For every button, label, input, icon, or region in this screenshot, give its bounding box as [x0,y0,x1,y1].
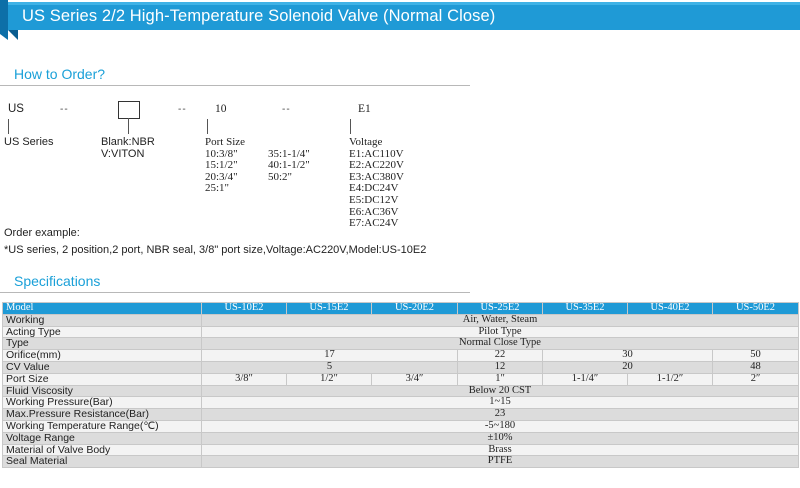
table-row [3,397,799,409]
parameter-cell: Fluid Viscosity [3,385,202,397]
value-cell: 1-1/4″ [543,373,628,385]
connector-line [207,119,208,134]
voltage-options [349,137,404,230]
value-cell: 3/4″ [372,373,458,385]
value-cell: 5 [202,361,458,373]
port-option: 25:1" [205,182,230,195]
series-label: US Series [4,136,54,148]
value-cell: 1″ [458,373,543,385]
value-cell: ±10% [202,432,799,444]
parameter-cell: Orifice(mm) [3,350,202,362]
value-cell: 48 [713,361,799,373]
parameter-cell: Seal Material [3,456,202,468]
column-header: US-25E2 [458,303,543,315]
code-separator: -- [178,104,187,115]
port-option: 35:1-1/4" [268,147,310,160]
table-body [3,314,799,467]
order-example-text: *US series, 2 position,2 port, NBR seal, 3/8" port size,Voltage:AC220V,Model:US-10E2 [4,244,427,256]
column-header: US-10E2 [202,303,287,315]
column-header: US-50E2 [713,303,799,315]
parameter-cell: Working Pressure(Bar) [3,397,202,409]
parameter-cell: Acting Type [3,326,202,338]
value-cell: 12 [458,361,543,373]
port-option: 40:1-1/2" [268,159,310,172]
table-row [3,326,799,338]
voltage-option: E6:AC36V [349,205,399,218]
table-row [3,338,799,350]
title-banner [0,0,800,34]
voltage-option: E7:AC24V [349,217,399,230]
port-option: 10:3/8" [205,147,238,160]
value-cell: Air, Water, Steam [202,314,799,326]
table-row [3,373,799,385]
port-size-title: Port Size [205,136,246,148]
specifications-heading: Specifications [14,273,101,289]
code-separator: -- [282,104,291,115]
value-cell: 22 [458,350,543,362]
seal-option: Blank:NBR [101,136,155,148]
table-row [3,409,799,421]
value-cell: -5~180 [202,420,799,432]
column-header: US-40E2 [628,303,713,315]
voltage-option: E1:AC110V [349,147,404,160]
value-cell: Pilot Type [202,326,799,338]
parameter-cell: CV Value [3,361,202,373]
value-cell: Brass [202,444,799,456]
specifications-table [2,302,799,468]
parameter-cell: Working Temperature Range(℃) [3,420,202,432]
column-header: US-15E2 [287,303,372,315]
parameter-cell: Working [3,314,202,326]
value-cell: 1~15 [202,397,799,409]
voltage-option: E3:AC380V [349,170,404,183]
value-cell: 17 [202,350,458,362]
value-cell: Below 20 CST [202,385,799,397]
page-title: US Series 2/2 High-Temperature Solenoid Valve (Normal Close) [22,7,496,25]
voltage-title: Voltage [349,136,383,148]
connector-line [128,118,129,134]
table-row [3,420,799,432]
value-cell: 2″ [713,373,799,385]
port-option: 15:1/2" [205,159,238,172]
port-size-options-2 [268,149,310,184]
table-row [3,456,799,468]
voltage-option: E4:DC24V [349,182,399,195]
how-to-order-heading: How to Order? [14,66,106,82]
column-header: US-20E2 [372,303,458,315]
port-option: 50:2" [268,170,293,183]
parameter-cell: Voltage Range [3,432,202,444]
value-cell: 50 [713,350,799,362]
table-row [3,361,799,373]
value-cell: 1-1/2″ [628,373,713,385]
connector-line [350,119,351,134]
seal-code-box [118,101,140,119]
value-cell: 20 [543,361,713,373]
table-row [3,385,799,397]
value-cell: 30 [543,350,713,362]
parameter-cell: Material of Valve Body [3,444,202,456]
table-row [3,314,799,326]
connector-line [8,119,9,134]
port-option: 20:3/4" [205,170,238,183]
parameter-cell: Type [3,338,202,350]
heading-divider [0,292,470,293]
code-port: 10 [215,103,227,115]
seal-options [101,137,155,160]
heading-divider [0,85,470,86]
parameter-cell: Port Size [3,373,202,385]
parameter-cell: Max.Pressure Resistance(Bar) [3,409,202,421]
table-row [3,432,799,444]
port-size-options [205,137,245,195]
value-cell: PTFE [202,456,799,468]
column-header: US-35E2 [543,303,628,315]
column-header: Model [3,303,202,315]
value-cell: 3/8″ [202,373,287,385]
table-row [3,350,799,362]
table-row [3,444,799,456]
table-header-row [3,303,799,315]
voltage-option: E5:DC12V [349,193,399,206]
seal-option: V:VITON [101,147,145,160]
value-cell: 1/2″ [287,373,372,385]
code-series: US [8,103,24,115]
code-voltage: E1 [358,103,371,115]
value-cell: Normal Close Type [202,338,799,350]
value-cell: 23 [202,409,799,421]
voltage-option: E2:AC220V [349,159,404,172]
order-example-label: Order example: [4,227,80,239]
code-separator: -- [60,104,69,115]
